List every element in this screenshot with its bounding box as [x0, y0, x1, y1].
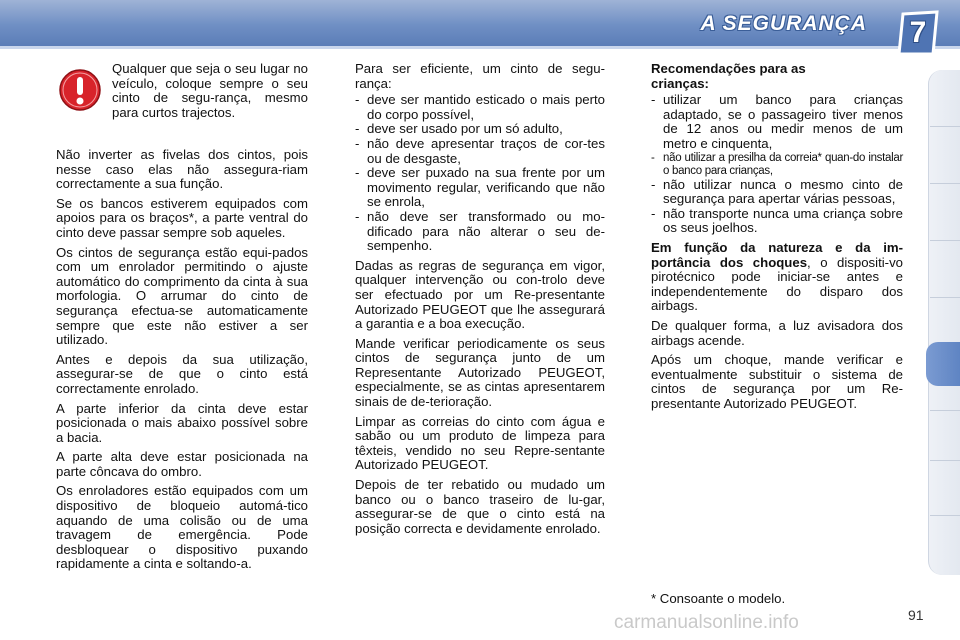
paragraph: Para ser eficiente, um cinto de segu-rança: — [355, 61, 605, 91]
paragraph: Limpar as correias do cinto com água e sabão ou um produto de limpeza para têxteis, vendido no seu Repre-sentante Autorizado PEUGEOT. — [355, 413, 605, 473]
paragraph: A parte alta deve estar posicionada na parte côncava do ombro. — [56, 449, 308, 479]
paragraph: Os cintos de segurança estão equi-pados com um enrolador permitindo o ajuste automático do comprimento da cinta à sua morfologia. O arrumar do cinto de segurança efectua-se automaticamente sempre que este não estiver a ser utilizado. — [56, 244, 308, 348]
chapter-tab-divider — [930, 460, 960, 461]
chapter-tab-rail — [928, 70, 960, 575]
paragraph-rest: , o dispositi-vo pirotécnico pode iniciar-se antes e independentemente do disparo dos airbags. — [651, 254, 903, 314]
warning-text: Qualquer que seja o seu lugar no veículo, coloque sempre o seu cinto de segu-rança, mesmo para curtos trajectos. — [112, 61, 308, 120]
paragraph: Dadas as regras de segurança em vigor, qualquer intervenção ou con-trolo deve ser efectuado por um Re-presentante Autorizado PEUGEOT que lhe assegurará a garantia e a boa execução. — [355, 257, 605, 332]
list-item: - utilizar um banco para crianças adaptado, se o passageiro tiver menos de 12 anos ou medir menos de um metro e cinquenta, — [651, 93, 903, 151]
list-item: - deve ser mantido esticado o mais perto do corpo possível, — [355, 93, 605, 122]
list-item: - deve ser usado por um só adulto, — [355, 122, 605, 137]
page-number: 91 — [908, 607, 924, 623]
list-item: - não transporte nunca uma criança sobre os seus joelhos. — [651, 207, 903, 236]
list-item: - não deve ser transformado ou mo-dificado para não alterar o seu de-sempenho. — [355, 210, 605, 254]
list-item: - não utilizar a presilha da correia* quan-do instalar o banco para crianças, — [651, 152, 903, 178]
paragraph: De qualquer forma, a luz avisadora dos airbags acende. — [651, 317, 903, 348]
paragraph: Depois de ter rebatido ou mudado um banco ou o banco traseiro de lu-gar, assegurar-se de que o cinto está na posição correcta e devidamente enrolado. — [355, 477, 605, 536]
chapter-tab-divider — [930, 240, 960, 241]
chapter-tab-divider — [930, 297, 960, 298]
section-heading: Recomendações para as crianças: — [651, 61, 806, 91]
column-2 — [355, 62, 605, 541]
watermark: carmanualsonline.info — [614, 612, 799, 633]
paragraph: Após um choque, mande verificar e eventualmente substituir o sistema de cintos de segurança por um Re-presentante Autorizado PEUGEOT. — [651, 352, 903, 411]
belt-requirements-list — [355, 93, 605, 254]
list-item: - deve ser puxado na sua frente por um movimento regular, verificando que não se enrola, — [355, 166, 605, 210]
paragraph: A parte inferior da cinta deve estar posicionada o mais abaixo possível sobre a bacia. — [56, 400, 308, 445]
chapter-tab-active[interactable] — [926, 342, 960, 386]
chapter-tab-divider — [930, 183, 960, 184]
children-recommendations-list — [651, 93, 903, 236]
chapter-number: 7 — [909, 16, 927, 49]
paragraph: Não inverter as fivelas dos cintos, pois nesse caso elas não assegura-riam correctamente a sua função. — [56, 147, 308, 192]
paragraph — [651, 241, 903, 314]
chapter-tab-divider — [930, 515, 960, 516]
header-divider — [0, 46, 960, 49]
paragraph: Os enroladores estão equipados com um dispositivo de bloqueio automá-tico aquando de uma colisão ou de uma travagem de emergência. Pode desbloquear o dispositivo puxando rapidamente a cinta e soltando-a. — [56, 483, 308, 572]
list-item: - não deve apresentar traços de cor-tes ou de desgaste, — [355, 137, 605, 166]
chapter-tab-divider — [930, 410, 960, 411]
column-3 — [651, 62, 903, 416]
paragraph: Antes e depois da sua utilização, assegurar-se de que o cinto está correctamente enrolado. — [56, 351, 308, 396]
exclamation-icon — [58, 68, 102, 112]
chapter-badge — [895, 10, 941, 56]
list-item: - não utilizar nunca o mesmo cinto de segurança para apertar várias pessoas, — [651, 178, 903, 207]
emphasis-text: Em função da natureza e da im-portância dos choques — [651, 239, 903, 270]
footnote: * Consoante o modelo. — [651, 591, 786, 606]
paragraph: Se os bancos estiverem equipados com apoios para os braços*, a parte ventral do cinto deve passar sempre sob aqueles. — [56, 195, 308, 240]
column-1 — [56, 148, 308, 577]
chapter-tab-divider — [930, 126, 960, 127]
page-title: A SEGURANÇA — [700, 12, 867, 35]
paragraph: Mande verificar periodicamente os seus cintos de segurança junto de um Representante Autorizado PEUGEOT, especialmente, se as cintas apresentarem sinais de de-terioração. — [355, 335, 605, 410]
